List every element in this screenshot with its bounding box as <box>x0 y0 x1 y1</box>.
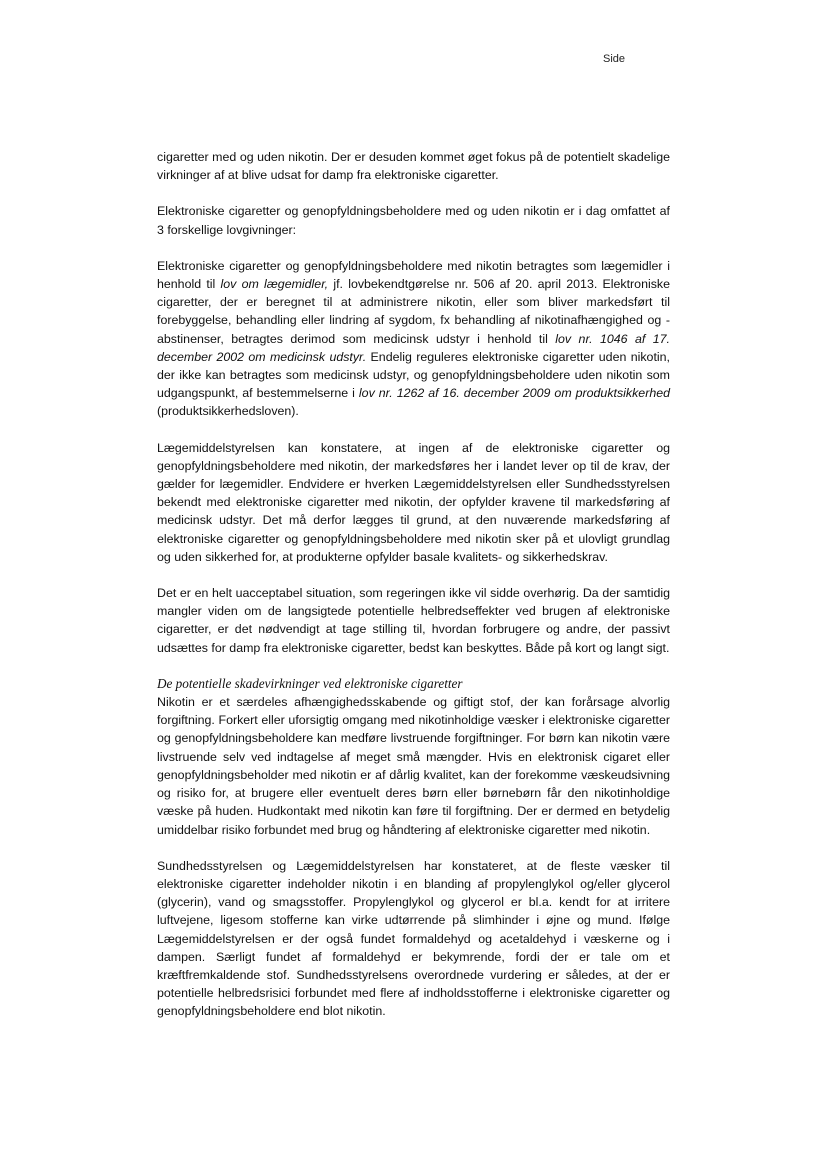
paragraph-government-position: Det er en helt uacceptabel situation, som regeringen ikke vil sidde overhørig. Da der samtidig mangler viden om de langsigtede potentielle helbredseffekter ved brugen af elektroniske cigaretter, er det nødvendigt at tage stilling til, hvordan forbrugere og andre, der passivt udsættes for damp fra elektroniske cigaretter, bedst kan beskyttes. Både på kort og langt sigt. <box>157 586 670 655</box>
text-span: Elektroniske cigaretter og genopfyldningsbeholdere med nikotin betragtes som lægemidler i henhold til <box>157 258 670 292</box>
paragraph-market-status: Lægemiddelstyrelsen kan konstatere, at ingen af de elektroniske cigaretter og genopfyldningsbeholdere med nikotin, der markedsføres her i landet lever op til de krav, der gælder for lægemidler. Endvidere er hverken Lægemiddelstyrelsen eller Sundhedsstyrelsen bekendt med elektroniske cigaretter med nikotin, der opfylder kravene til markedsføring af medicinsk udstyr. Det må derfor lægges til grund, at den nuværende markedsføring af elektroniske cigaretter og genopfyldningsbeholdere med nikotin sker på et ulovligt grundlag og uden sikkerhed for, at produkterne opfylder basale kvalitets- og sikkerhedskrav. <box>157 440 670 564</box>
paragraph-intro-continuation: cigaretter med og uden nikotin. Der er desuden kommet øget fokus på de potentielt skadelige virkninger af at blive udsat for damp fra elektroniske cigaretter. <box>157 150 670 183</box>
law-reference-product-safety: lov nr. 1262 af 16. december 2009 om produktsikkerhed <box>358 386 670 401</box>
paragraph-legislation-details <box>157 257 670 421</box>
paragraph-legislation-overview: Elektroniske cigaretter og genopfyldningsbeholdere med og uden nikotin er i dag omfattet af 3 forskellige lovgivninger: <box>157 204 670 237</box>
text-span: (produktsikkerhedsloven). <box>157 404 299 419</box>
page-header-label: Side <box>603 53 626 65</box>
section-heading: De potentielle skadevirkninger ved elektroniske cigaretter <box>157 675 463 691</box>
law-reference-medicines: lov om lægemidler, <box>220 277 329 292</box>
document-body <box>157 148 670 1039</box>
text-span: jf. lovbekendtgørelse nr. 506 af 20. april 2013. Elektroniske cigaretter, der er beregnet til at administrere nikotin, eller som bliver markedsført til forebyggelse, behandling eller lindring af sygdom, fx behandling af nikotinafhængighed og -abstinenser, betragtes derimod som medicinsk udstyr i henhold til <box>157 277 670 346</box>
law-reference-medical-devices: lov nr. 1046 af 17. december 2002 om medicinsk udstyr. <box>157 331 670 364</box>
text-span: Endelig reguleres elektroniske cigaretter uden nikotin, der ikke kan betragtes som medicinsk udstyr, og genopfyldningsbeholdere uden nikotin som udgangspunkt, af bestemmelserne i <box>157 349 670 401</box>
paragraph-liquid-contents: Sundhedsstyrelsen og Lægemiddelstyrelsen har konstateret, at de fleste væsker til elektroniske cigaretter indeholder nikotin i en blanding af propylenglykol og/eller glycerol (glycerin), vand og smagsstoffer. Propylenglykol og glycerol er bl.a. kendt for at irritere luftvejene, ligesom stofferne kan virke udtørrende på slimhinder i øjne og mund. Ifølge Lægemiddelstyrelsen er der også fundet formaldehyd og acetaldehyd i væskerne og i dampen. Særligt fundet af formaldehyd er bekymrende, fordi der er tale om et kræftfremkaldende stof. Sundhedsstyrelsens overordnede vurdering er således, at der er potentielle helbredsrisici forbundet med flere af indholdsstofferne i elektroniske cigaretter og genopfyldningsbeholdere end blot nikotin. <box>157 858 670 1019</box>
paragraph-nicotine-risks: Nikotin er et særdeles afhængighedsskabende og giftigt stof, der kan forårsage alvorlig forgiftning. Forkert eller uforsigtig omgang med nikotinholdige væsker i elektroniske cigaretter og genopfyldningsbeholdere kan medføre livstruende forgiftninger. For børn kan nikotin være livstruende selv ved indtagelse af meget små mængder. Hvis en elektronisk cigaret eller genopfyldningsbeholder med nikotin er af dårlig kvalitet, kan der forekomme væskeudsivning og risiko for, at brugere eller eventuelt deres børn eller børnebørn får den nikotinholdige væske på huden. Hudkontakt med nikotin kan føre til forgiftning. Der er dermed en betydelig umiddelbar risiko forbundet med brug og håndtering af elektroniske cigaretter med nikotin. <box>157 695 670 837</box>
